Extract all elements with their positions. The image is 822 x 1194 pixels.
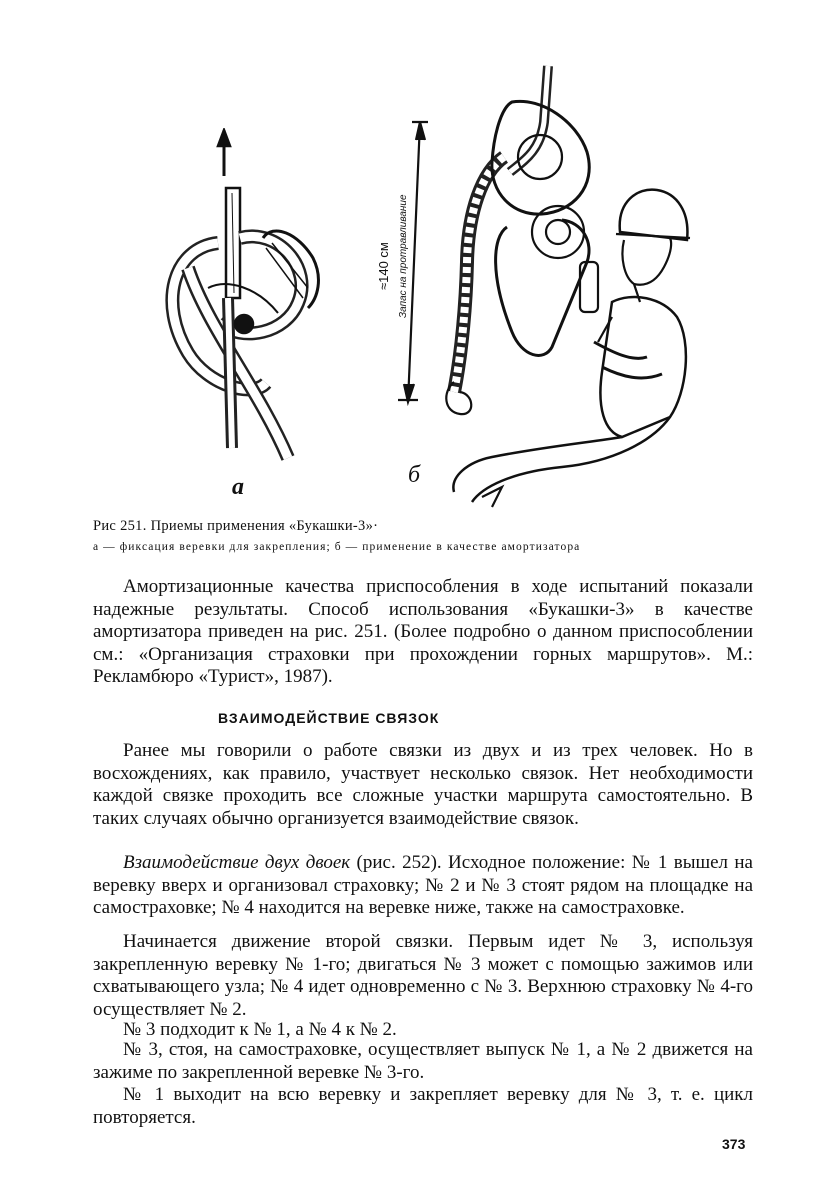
figure-a-label: а xyxy=(232,474,244,500)
paragraph-3-body: (рис. 252). Исходное положение: № 1 вышел на веревку вверх и организовал страховку; № 2 и № 3 стоят рядом на площадке на самостраховке; № 4 находится на веревке ниже, также на самостраховке. xyxy=(93,852,753,918)
figure-a-knot-illustration xyxy=(148,128,348,478)
paragraph-1: Амортизационные качества приспособления в ходе испытаний показали надежные результаты. Способ использования «Букашки-3» в качестве амортизатора приведен на рис. 251. (Более подробно о данном приспособлении см.: «Организация страховки при прохождении горных маршрутов». М.: Рекламбюро «Турист», 1987). xyxy=(93,576,753,687)
page-number: 373 xyxy=(722,1136,746,1152)
figure-caption: Рис 251. Приемы применения «Букашки-3»· xyxy=(93,518,379,534)
paragraph-3-italic-lead: Взаимодействие двух двоек xyxy=(123,852,351,873)
paragraph-2: Ранее мы говорили о работе связки из двух и из трех человек. Но в восхождениях, как правило, участвует несколько связок. Нет необходимости каждой связке проходить все сложные участки маршрута самостоятельно. В таких случаях обычно организуется взаимодействие связок. xyxy=(93,740,753,829)
paragraph-3 xyxy=(93,852,753,920)
figure-b-label: б xyxy=(408,462,421,488)
section-heading: ВЗАИМОДЕЙСТВИЕ СВЯЗОК xyxy=(218,710,440,726)
paragraph-5: № 3 подходит к № 1, а № 4 к № 2. xyxy=(123,1019,397,1040)
figure-b-climber-illustration xyxy=(372,62,702,512)
paragraph-6: № 3, стоя, на самостраховке, осуществляет выпуск № 1, а № 2 движется на зажиме по закрепленной веревке № 3-го. xyxy=(93,1039,753,1083)
dimension-sublabel: Запас на протравливание xyxy=(398,194,409,318)
paragraph-4: Начинается движение второй связки. Первым идет № 3, используя закрепленную веревку № 1-го; двигаться № 3 может с помощью зажимов или схватывающего узла; № 4 идет одновременно с № 3. Верхнюю страховку № 4-го осуществляет № 2. xyxy=(93,931,753,1020)
figure-caption-legend: а — фиксация веревки для закрепления; б — применение в качестве амортизатора xyxy=(93,541,581,553)
paragraph-7: № 1 выходит на всю веревку и закрепляет веревку для № 3, т. е. цикл повторяется. xyxy=(93,1084,753,1128)
dimension-label: ≈140 см xyxy=(376,242,391,290)
